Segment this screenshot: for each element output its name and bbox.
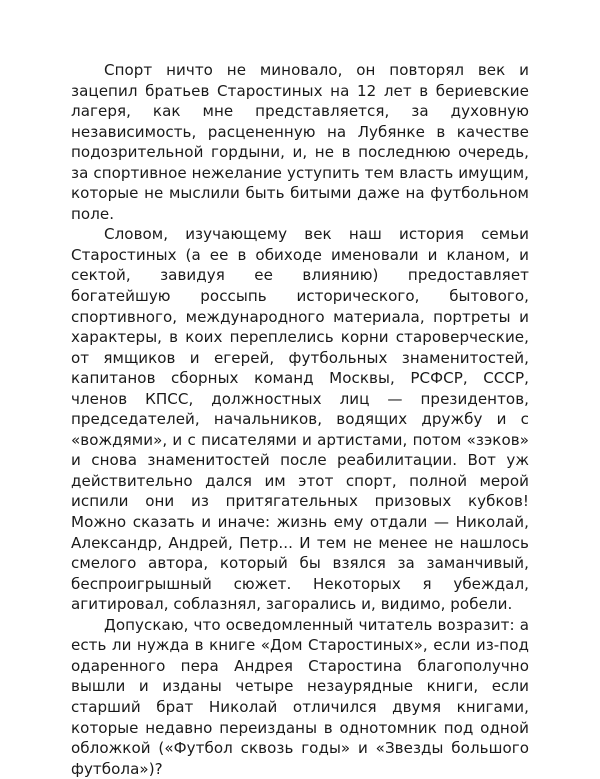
body-text-column	[71, 60, 529, 779]
body-paragraph-3: Допускаю, что осведомленный читатель возразит: а есть ли нужда в книге «Дом Старостиных», если из-под одаренного пера Андрея Старостина благополучно вышли и изданы четыре незаурядные книги, если старший брат Николай отличился двумя книгами, которые недавно переизданы в однотомник под одной обложкой («Футбол сквозь годы» и «Звезды большого футбола»)?	[71, 615, 529, 778]
body-paragraph-2: Словом, изучающему век наш история семьи Старостиных (а ее в обиходе именовали и кланом, и сектой, завидуя ее влиянию) предоставляет богатейшую россыпь исторического, бытового, спортивного, международного материала, портреты и характеры, в коих переплелись корни староверческие, от ямщиков и егерей, футбольных знаменитостей, капитанов сборных команд Москвы, РСФСР, СССР, членов КПСС, должностных лиц — президентов, председателей, начальников, водящих дружбу и с «вождями», и с писателями и артистами, потом «зэков» и снова знаменитостей после реабилитации. Вот уж действительно дался им этот спорт, полной мерой испили они из притягательных призовых кубков! Можно сказать и иначе: жизнь ему отдали — Николай, Александр, Андрей, Петр... И тем не менее не нашлось смелого автора, который бы взялся за заманчивый, беспроигрышный сюжет. Некоторых я убеждал, агитировал, соблазнял, загорались и, видимо, робели.	[71, 225, 529, 614]
body-paragraph-1: Спорт ничто не миновало, он повторял век и зацепил братьев Старостиных на 12 лет в бериевские лагеря, как мне представляется, за духовную независимость, расцененную на Лубянке в качестве подозрительной гордыни, и, не в последнюю очередь, за спортивное нежелание уступить тем власть имущим, которые не мыслили быть битыми даже на футбольном поле.	[71, 61, 529, 223]
